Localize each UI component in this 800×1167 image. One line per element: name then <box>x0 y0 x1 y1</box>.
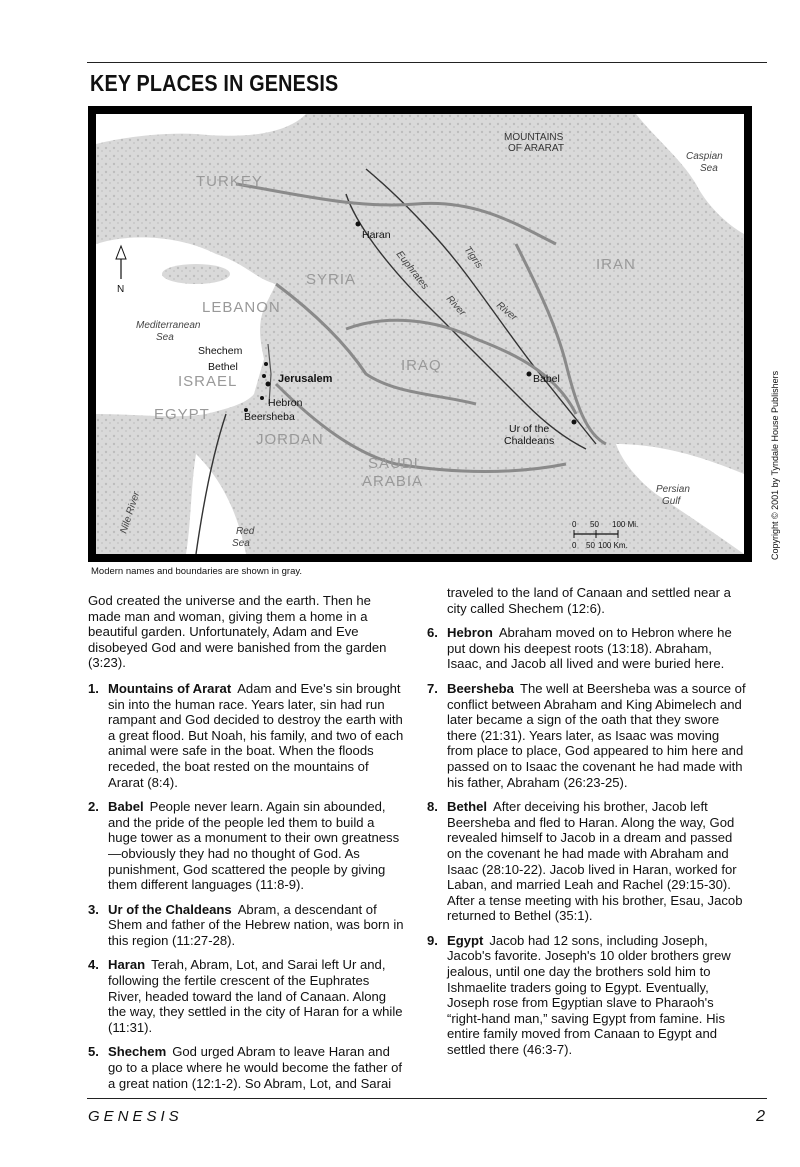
city-dot-haran <box>356 222 361 227</box>
label-arabia: ARABIA <box>362 473 424 490</box>
entry-bethel <box>427 799 747 924</box>
entry-text: Terah, Abram, Lot, and Sarai left Ur and, following the fertile crescent of the Euphrates River, headed toward the land of Canaan. Along the way, they settled in the city of Haran for a while (11:31). <box>108 957 403 1035</box>
city-dot-shechem <box>264 362 268 366</box>
label-nile: Nile River <box>118 490 143 535</box>
entry-number: 4. <box>88 957 99 973</box>
entry-text: Abram, a descendant of Shem and father of the Hebrew nation, was born in this region (11:27-28). <box>108 901 404 948</box>
label-saudi: SAUDI <box>368 455 419 472</box>
cyprus <box>162 264 230 284</box>
entry-name: Egypt <box>447 932 484 948</box>
entry-name: Babel <box>108 799 144 815</box>
scale-km-100: 100 Km. <box>598 541 628 550</box>
entry-ur-of-the-chaldeans <box>88 902 406 949</box>
entry-mountains-of-ararat <box>88 681 406 790</box>
entry-shechem-continued: traveled to the land of Canaan and settled near a city called Shechem (12:6). <box>447 585 731 616</box>
label-bethel: Bethel <box>208 361 238 373</box>
label-ararat-1: MOUNTAINS <box>504 132 564 143</box>
entry-number: 5. <box>88 1044 99 1060</box>
label-caspian-2: Sea <box>700 163 718 174</box>
city-dot-bethel <box>262 374 266 378</box>
entry-name: Mountains of Ararat <box>108 680 232 696</box>
scale-km-0: 0 <box>572 541 577 550</box>
entry-text: People never learn. Again sin abounded, and the pride of the people led them to build a huge tower as a monument to their own greatness—obviously they had no thought of God. As punishment, God scattered the people by giving them different languages (11:8-9). <box>108 799 400 893</box>
label-persian-2: Gulf <box>662 496 681 507</box>
label-red-2: Sea <box>232 538 250 549</box>
label-tigris: Tigris <box>461 244 485 271</box>
label-euphrates: Euphrates <box>393 249 431 292</box>
map <box>96 114 744 554</box>
label-ur-1: Ur of the <box>509 423 550 435</box>
map-frame <box>88 106 752 562</box>
label-hebron: Hebron <box>268 397 303 409</box>
label-beersheba: Beersheba <box>244 411 295 423</box>
city-dot-babel <box>527 372 532 377</box>
city-dot-jerusalem <box>266 382 271 387</box>
label-river-t: River <box>494 299 520 324</box>
label-persian-1: Persian <box>656 484 690 495</box>
label-med-1: Mediterranean <box>136 320 201 331</box>
entry-shechem <box>88 1044 406 1091</box>
entry-name: Beersheba <box>447 680 514 696</box>
entry-name: Haran <box>108 957 146 973</box>
label-syria: SYRIA <box>306 271 357 288</box>
entry-text: Adam and Eve's sin brought sin into the human race. Years later, sin had run rampant and God decided to destroy the earth with a great flood. But Noah, his family, and two of each animal were safe in the boat. When the floods receded, the boat rested on the mountains of Ararat (8:4). <box>108 680 404 790</box>
entry-babel <box>88 799 406 893</box>
label-med-2: Sea <box>156 332 174 343</box>
running-footer-book: GENESIS <box>88 1108 183 1125</box>
entry-number: 7. <box>427 680 438 696</box>
entry-number: 2. <box>88 799 99 815</box>
entry-number: 6. <box>427 625 438 641</box>
label-haran: Haran <box>362 229 391 241</box>
north-label: N <box>117 284 125 295</box>
entry-text: God urged Abram to leave Haran and go to a place where he would become the father of a great nation (12:1-2). So Abram, Lot, and Sarai <box>108 1044 403 1091</box>
right-column <box>427 585 747 1067</box>
city-dot-hebron <box>260 396 264 400</box>
entry-name: Bethel <box>447 799 488 815</box>
label-iraq: IRAQ <box>401 357 442 374</box>
label-lebanon: LEBANON <box>202 299 281 316</box>
label-river-e: River <box>443 293 468 319</box>
entry-text: Jacob had 12 sons, including Joseph, Jacob's favorite. Joseph's 10 older brothers grew jealous, until one day the brothers sold him to Ishmaelite traders going to Egypt. Eventually, Joseph rose from Egyptian slave to Pharaoh's “right-hand man,” saving Egypt from famine. His entire family moved from Canaan to Egypt and settled there (46:3-7). <box>447 932 731 1058</box>
entry-name: Hebron <box>447 625 493 641</box>
label-babel: Babel <box>533 373 560 385</box>
top-rule <box>87 62 767 63</box>
label-shechem: Shechem <box>198 345 243 357</box>
label-egypt: EGYPT <box>154 406 210 423</box>
scale-mi-100: 100 Mi. <box>612 520 639 529</box>
label-turkey: TURKEY <box>196 173 263 190</box>
label-ararat-2: OF ARARAT <box>508 143 564 154</box>
entry-egypt <box>427 933 747 1058</box>
label-caspian-1: Caspian <box>686 151 723 162</box>
left-column <box>88 593 406 1100</box>
copyright-notice: Copyright © 2001 by Tyndale House Publishers <box>770 370 780 560</box>
scale-mi-50: 50 <box>590 520 599 529</box>
entry-name: Shechem <box>108 1044 167 1060</box>
entry-text: Abraham moved on to Hebron where he put down his deepest roots (13:18). Abraham, Isaac, and Jacob all lived and were buried here. <box>447 625 732 672</box>
entry-text: After deceiving his brother, Jacob left Beersheba and fled to Haran. Along the way, God revealed himself to Jacob in a dream and passed on the covenant he had made with Abraham and Isaac (28:10-22). Jacob lived in Haran, worked for Laban, and married Leah and Rachel (29:15-30). After a tense meeting with his brother, Esau, Jacob returned to Bethel (35:1). <box>447 799 743 924</box>
label-red-1: Red <box>236 526 255 537</box>
label-israel: ISRAEL <box>178 373 238 390</box>
scale-mi-0: 0 <box>572 520 577 529</box>
entry-beersheba <box>427 681 747 790</box>
label-ur-2: Chaldeans <box>504 435 555 447</box>
entry-text: The well at Beersheba was a source of conflict between Abraham and King Abimelech and later became a sign of the oath that they swore there (21:31). Years later, as Isaac was moving from place to place, God appeared to him here and passed on to Isaac the covenant he had made with his father, Abraham (26:23-25). <box>447 680 746 790</box>
entry-number: 3. <box>88 901 99 917</box>
map-caption: Modern names and boundaries are shown in gray. <box>91 566 303 577</box>
page-number: 2 <box>756 1108 765 1125</box>
label-iran: IRAN <box>596 256 636 273</box>
city-dot-ur <box>572 420 577 425</box>
entry-haran <box>88 957 406 1035</box>
label-jerusalem: Jerusalem <box>278 373 333 385</box>
label-jordan: JORDAN <box>256 431 324 448</box>
entry-name: Ur of the Chaldeans <box>108 901 232 917</box>
entry-hebron <box>427 625 747 672</box>
bottom-rule <box>87 1098 767 1099</box>
entry-number: 1. <box>88 680 99 696</box>
page-title: KEY PLACES IN GENESIS <box>90 70 339 96</box>
entry-number: 8. <box>427 799 438 815</box>
entry-number: 9. <box>427 932 438 948</box>
intro-paragraph: God created the universe and the earth. Then he made man and woman, giving them a home in a beautiful garden. Unfortunately, Adam and Eve disobeyed God and were banished from the garden (3:23). <box>88 593 387 671</box>
scale-km-50: 50 <box>586 541 595 550</box>
